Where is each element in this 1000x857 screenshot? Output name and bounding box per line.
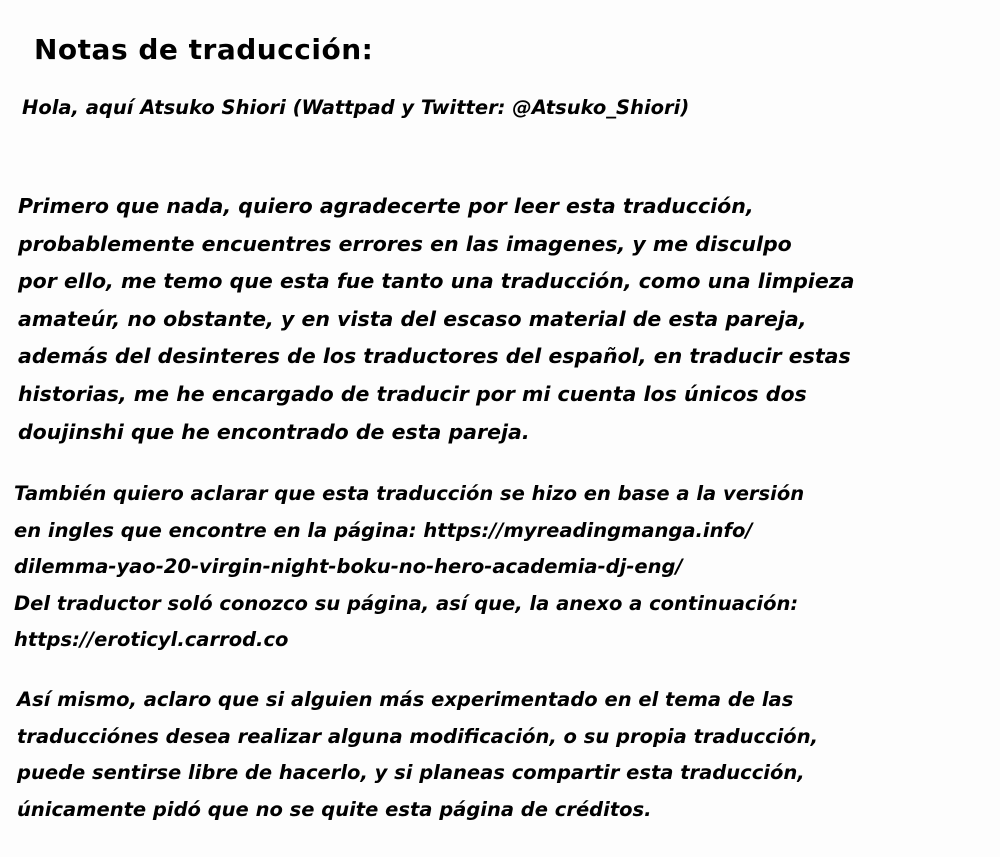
text-line: por ello, me temo que esta fue tanto una traducción, como una limpieza (18, 269, 855, 294)
text-line: en ingles que encontre en la página: https://myreadingmanga.info/ (14, 518, 753, 542)
text-line: probablemente encuentres errores en las imagenes, y me disculpo (18, 231, 792, 256)
text-line: https://eroticyl.carrod.co (14, 628, 289, 651)
page-title: Notas de traducción: (34, 33, 374, 66)
text-line: También quiero aclarar que esta traducción se hizo en base a la versión (14, 482, 805, 505)
text-line: historias, me he encargado de traducir por mi cuenta los únicos dos (18, 381, 807, 406)
text-line: Primero que nada, quiero agradecerte por leer esta traducción, (18, 194, 754, 218)
text-line: traducciónes desea realizar alguna modificación, o su propia traducción, (17, 724, 818, 748)
text-line: amateúr, no obstante, y en vista del escaso material de esta pareja, (18, 306, 807, 331)
text-line: Así mismo, aclaro que si alguien más experimentado en el tema de las (17, 688, 794, 711)
paragraph-thanks (18, 188, 855, 451)
text-line: dilemma-yao-20-virgin-night-boku-no-hero-academia-dj-eng/ (14, 555, 683, 578)
text-line: Del traductor soló conozco su página, así que, la anexo a continuación: (14, 591, 799, 615)
text-line: además del desinteres de los traductores del español, en traducir estas (18, 344, 851, 369)
paragraph-permissions (17, 682, 818, 828)
text-line: doujinshi que he encontrado de esta pareja. (18, 419, 530, 444)
greeting-line: Hola, aquí Atsuko Shiori (Wattpad y Twitter: @Atsuko_Shiori) (22, 96, 690, 119)
text-line: únicamente pidó que no se quite esta página de créditos. (17, 797, 652, 821)
paragraph-source (14, 476, 804, 659)
text-line: puede sentirse libre de hacerlo, y si planeas compartir esta traducción, (17, 761, 805, 784)
